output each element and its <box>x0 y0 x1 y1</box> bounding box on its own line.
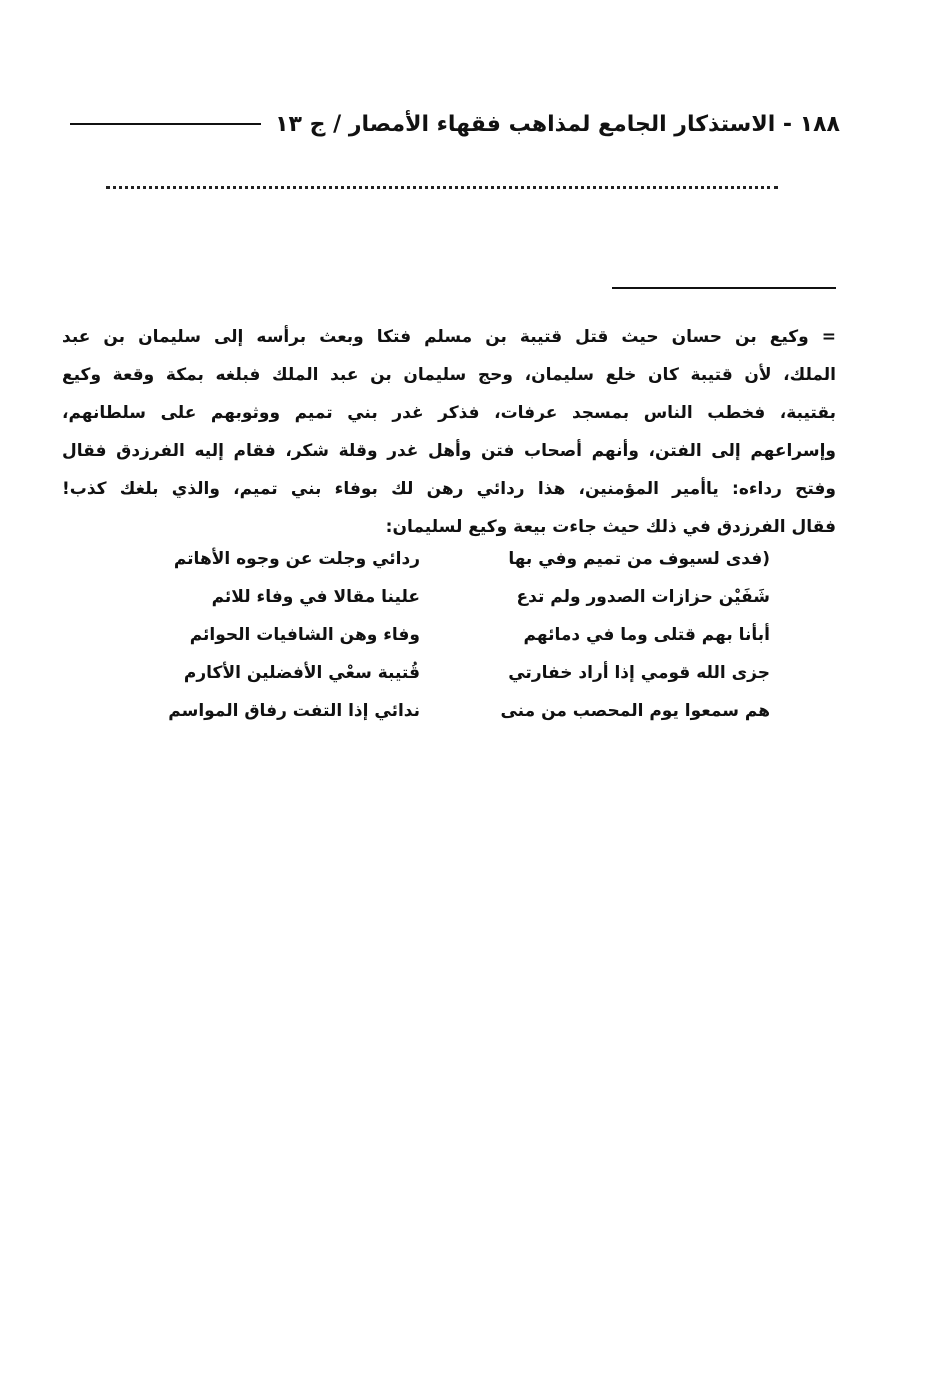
poem-verse <box>150 616 770 654</box>
footnote-rule <box>612 287 836 289</box>
poem-verse <box>150 654 770 692</box>
poem-verse <box>150 540 770 578</box>
footnote-line: فقال الفرزدق في ذلك حيث جاءت بيعة وكيع لسليمان: <box>385 517 836 537</box>
footnote-text <box>62 318 836 546</box>
verse-first-hemistich: هم سمعوا يوم المحصب من منى <box>500 701 770 721</box>
footnote-line: بقتيبة، فخطب الناس بمسجد عرفات، فذكر غدر بني تميم ووثوبهم على سلطانهم، <box>62 403 836 423</box>
poem <box>150 540 770 730</box>
poem-verse <box>150 692 770 730</box>
verse-first-hemistich: جزى الله قومي إذا أراد خفارتي <box>508 663 770 683</box>
footnote-line: وفتح رداءه: ياأمير المؤمنين، هذا ردائي رهن لك بوفاء بني تميم، والذي بلغك كذب! <box>62 479 836 499</box>
running-header-title: ١٨٨ - الاستذكار الجامع لمذاهب فقهاء الأمصار / ج ١٣ <box>275 111 840 137</box>
footnote-line: = وكيع بن حسان حيث قتل قتيبة بن مسلم فتكا وبعث برأسه إلى سليمان بن عبد <box>62 327 836 347</box>
header-rule <box>70 123 261 125</box>
poem-verse <box>150 578 770 616</box>
page-header <box>70 104 840 144</box>
verse-second-hemistich: ندائي إذا التفت رفاق المواسم <box>168 701 420 721</box>
verse-second-hemistich: قُتيبة سعْي الأفضلين الأكارم <box>183 663 420 683</box>
dotted-separator <box>106 186 778 189</box>
footnote-line: الملك، لأن قتيبة كان خلع سليمان، وحج سليمان بن عبد الملك فبلغه بمكة وقعة وكيع <box>62 365 836 385</box>
footnote-line: وإسراعهم إلى الفتن، وأنهم أصحاب فتن وأهل غدر وقلة شكر، فقام إليه الفرزدق فقال <box>62 441 836 461</box>
verse-second-hemistich: وفاء وهن الشافيات الحوائم <box>189 625 420 645</box>
verse-first-hemistich: شَفَيْن حزازات الصدور ولم تدع <box>516 587 770 607</box>
verse-first-hemistich: (فدى لسيوف من تميم وفي بها <box>508 549 770 569</box>
verse-second-hemistich: ردائي وجلت عن وجوه الأهاتم <box>173 549 420 569</box>
verse-first-hemistich: أبأنا بهم قتلى وما في دمائهم <box>523 625 770 645</box>
verse-second-hemistich: علينا مقالا في وفاء للائم <box>211 587 420 607</box>
